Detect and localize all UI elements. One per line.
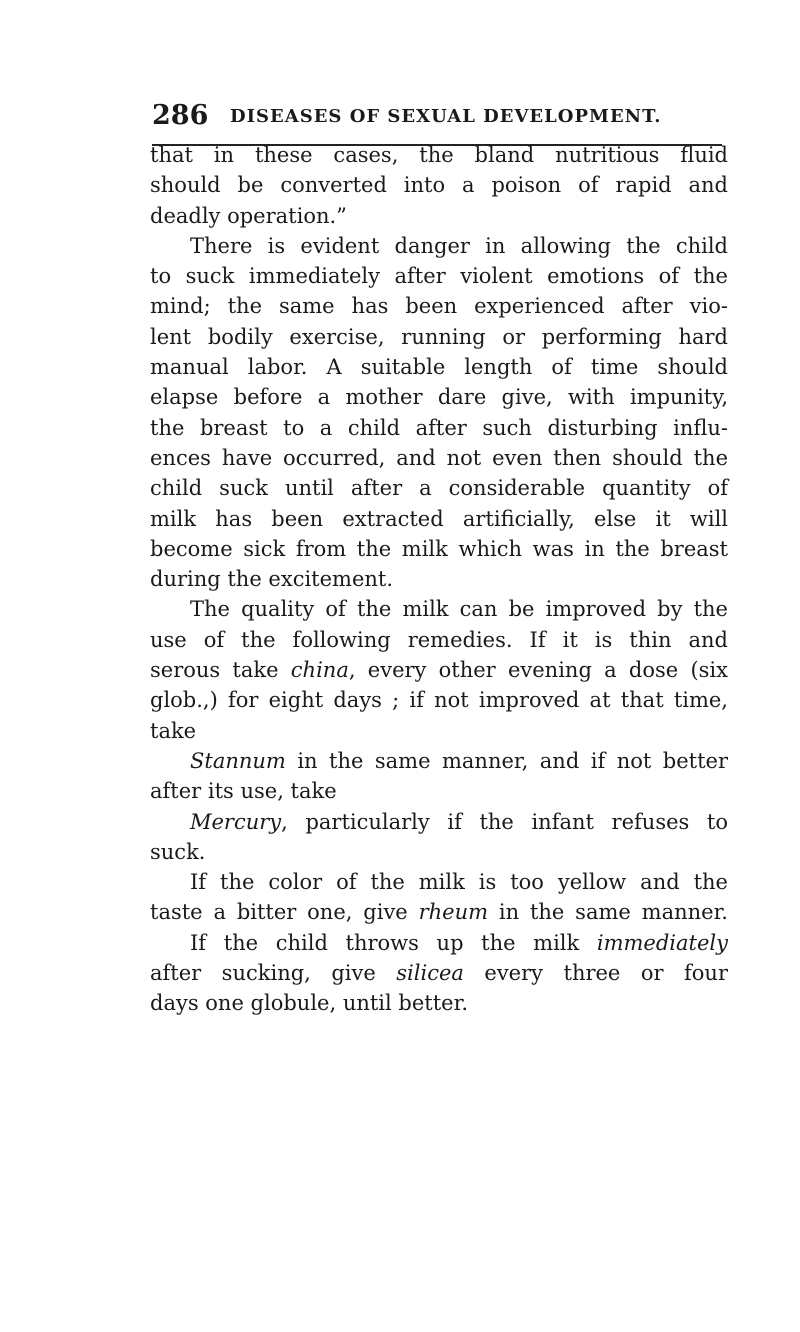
text-line: days one globule, until better. — [150, 991, 468, 1016]
remedy-name: rheum — [418, 900, 489, 925]
text-line: to suck immediately after violent emotions of the — [150, 264, 728, 289]
text-line: after its use, take — [150, 779, 337, 804]
text-line: become sick from the milk which was in the breast — [150, 536, 728, 561]
line-group: serous take china, every other evening a dose (six — [150, 658, 728, 683]
line-group: after sucking, give silicea every three or four — [150, 961, 728, 986]
remedy-name: silicea — [396, 961, 464, 986]
text-line: lent bodily exercise, running or performing hard — [150, 324, 728, 349]
text-line — [150, 897, 728, 927]
line-group: If the child throws up the milk immediately — [190, 930, 728, 955]
text-line: use of the following remedies. If it is thin and — [150, 627, 728, 652]
text-line — [150, 655, 728, 685]
line-group: Stannum in the same manner, and if not better — [190, 748, 728, 773]
text-line: that in these cases, the bland nutritious fluid — [150, 143, 728, 167]
text-line: manual labor. A suitable length of time should — [150, 355, 728, 380]
text-line: milk has been extracted artificially, else it will — [150, 506, 728, 531]
text-line: If the color of the milk is too yellow and the — [190, 870, 728, 895]
text-line — [150, 746, 728, 776]
body-text — [150, 140, 728, 1019]
remedy-name: Mercury — [190, 809, 282, 834]
text-line: suck. — [150, 839, 206, 864]
text-line: deadly operation.” — [150, 203, 347, 228]
text-line — [150, 928, 728, 958]
text-line: take — [150, 718, 197, 743]
text-line: child suck until after a considerable quantity of — [150, 476, 728, 501]
running-head: DISEASES OF SEXUAL DEVELOPMENT. — [230, 106, 662, 127]
text-line: The quality of the milk can be improved by the — [190, 597, 728, 622]
line-group: taste a bitter one, give rheum in the same manner. — [150, 900, 728, 925]
line-group: Mercury, particularly if the infant refuses to — [190, 809, 728, 834]
text-line: glob.,) for eight days ; if not improved at that time, — [150, 688, 728, 713]
text-line: should be converted into a poison of rapid and — [150, 173, 728, 198]
remedy-name: Stannum — [190, 748, 286, 773]
text-line: elapse before a mother dare give, with impunity, — [150, 385, 728, 410]
text-line — [150, 958, 728, 988]
text-line: during the excitement. — [150, 567, 394, 592]
text-line — [150, 807, 728, 837]
text-line: There is evident danger in allowing the child — [190, 233, 728, 258]
text-line: ences have occurred, and not even then should the — [150, 445, 728, 470]
text-line: mind; the same has been experienced after vio- — [150, 294, 728, 319]
remedy-name: china — [290, 658, 349, 683]
emphasis: immediately — [596, 930, 728, 955]
page-number: 286 — [152, 100, 209, 131]
text-line: the breast to a child after such disturbing influ- — [150, 415, 728, 440]
